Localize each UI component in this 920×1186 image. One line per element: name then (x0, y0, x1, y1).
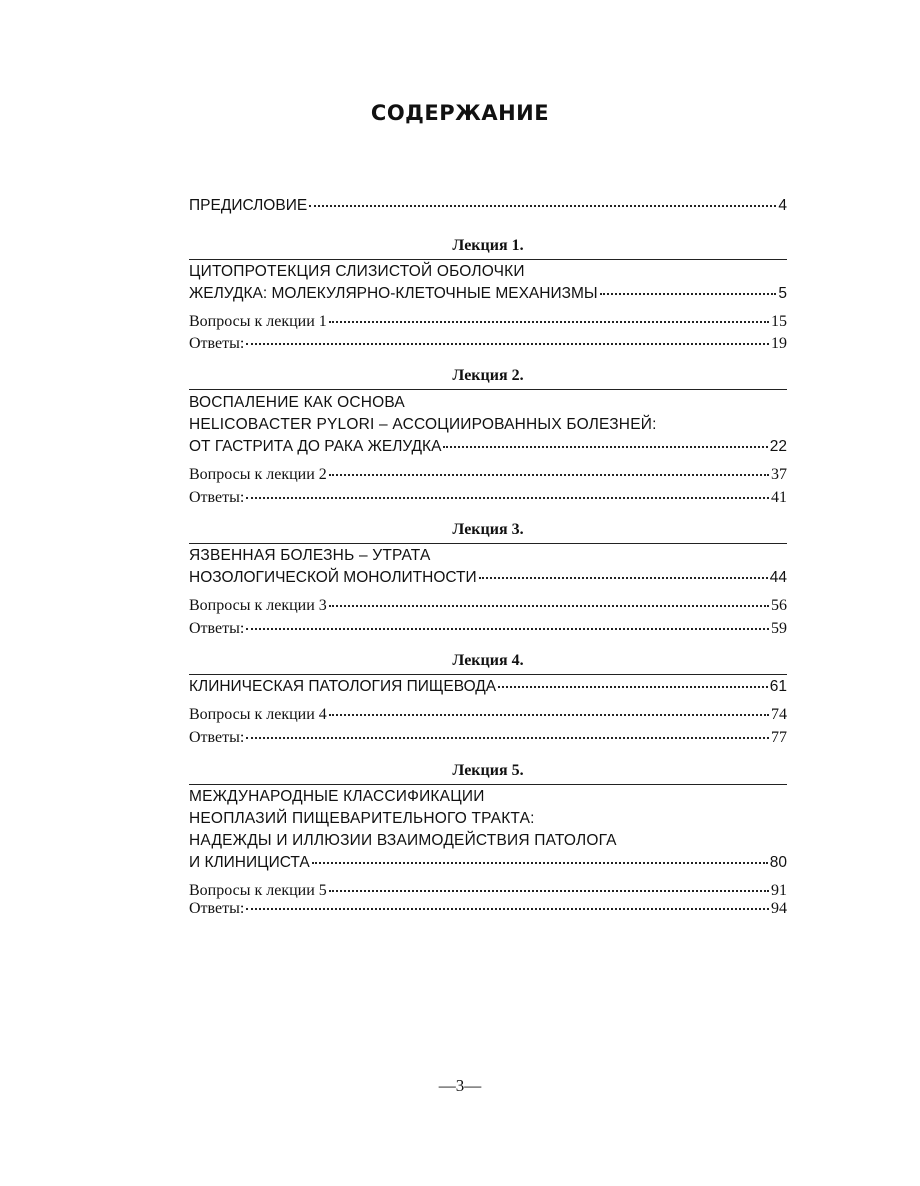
lecture-heading: Лекция 2. (452, 367, 524, 384)
entry-label: ПРЕДИСЛОВИЕ (189, 197, 308, 214)
lecture-title-line: ВОСПАЛЕНИЕ КАК ОСНОВА (189, 394, 405, 411)
entry-label: Ответы: (189, 335, 245, 352)
toc-entry-questions[interactable] (189, 705, 787, 725)
dot-leader (498, 685, 768, 688)
page-number: —3— (438, 1076, 482, 1095)
dot-leader (443, 445, 767, 448)
entry-page: 37 (771, 466, 787, 483)
entry-page: 74 (771, 706, 787, 723)
entry-label: Вопросы к лекции 4 (189, 706, 327, 723)
toc-entry-preface[interactable] (189, 196, 787, 216)
lecture-heading: Лекция 3. (452, 521, 524, 538)
divider (189, 784, 787, 785)
lecture-title-line: HELICOBACTER PYLORI – АССОЦИИРОВАННЫХ БОЛЕЗНЕЙ: (189, 416, 657, 433)
entry-label: Ответы: (189, 729, 245, 746)
dot-leader (309, 204, 776, 207)
entry-label: Ответы: (189, 489, 245, 506)
toc-entry-answers[interactable] (189, 488, 787, 508)
dot-leader (246, 496, 769, 499)
lecture-heading: Лекция 1. (452, 237, 524, 254)
page-title: СОДЕРЖАНИЕ (370, 101, 550, 125)
toc-entry-answers[interactable] (189, 899, 787, 919)
entry-page: 44 (769, 569, 787, 586)
toc-entry-questions[interactable] (189, 465, 787, 485)
divider (189, 389, 787, 390)
entry-page: 80 (769, 854, 787, 871)
lecture-title-line: ЯЗВЕННАЯ БОЛЕЗНЬ – УТРАТА (189, 547, 431, 564)
dot-leader (246, 342, 769, 345)
entry-label: Вопросы к лекции 5 (189, 882, 327, 899)
dot-leader (329, 889, 769, 892)
entry-label: И КЛИНИЦИСТА (189, 854, 310, 871)
dot-leader (600, 292, 777, 295)
toc-entry-lecture-title[interactable] (189, 284, 787, 304)
entry-page: 22 (769, 438, 787, 455)
entry-label: Вопросы к лекции 3 (189, 597, 327, 614)
toc-entry-questions[interactable] (189, 312, 787, 332)
entry-page: 41 (771, 489, 787, 506)
dot-leader (329, 713, 769, 716)
lecture-title-line: НАДЕЖДЫ И ИЛЛЮЗИИ ВЗАИМОДЕЙСТВИЯ ПАТОЛОГА (189, 832, 617, 849)
toc-entry-questions[interactable] (189, 596, 787, 616)
toc-entry-lecture-title[interactable] (189, 568, 787, 588)
entry-label: Ответы: (189, 900, 245, 917)
lecture-title-line: МЕЖДУНАРОДНЫЕ КЛАССИФИКАЦИИ (189, 788, 485, 805)
dot-leader (246, 627, 769, 630)
dot-leader (479, 576, 768, 579)
toc-entry-answers[interactable] (189, 334, 787, 354)
entry-page: 91 (771, 882, 787, 899)
entry-label: КЛИНИЧЕСКАЯ ПАТОЛОГИЯ ПИЩЕВОДА (189, 678, 497, 695)
entry-page: 56 (771, 597, 787, 614)
divider (189, 674, 787, 675)
divider (189, 543, 787, 544)
entry-page: 59 (771, 620, 787, 637)
toc-entry-lecture-title[interactable] (189, 853, 787, 873)
entry-page: 94 (771, 900, 787, 917)
dot-leader (329, 473, 769, 476)
entry-label: Ответы: (189, 620, 245, 637)
dot-leader (246, 907, 769, 910)
divider (189, 259, 787, 260)
dot-leader (312, 861, 768, 864)
entry-label: Вопросы к лекции 1 (189, 313, 327, 330)
lecture-heading: Лекция 4. (452, 652, 524, 669)
entry-page: 15 (771, 313, 787, 330)
toc-entry-questions[interactable] (189, 881, 787, 901)
dot-leader (246, 736, 769, 739)
dot-leader (329, 320, 769, 323)
entry-label: НОЗОЛОГИЧЕСКОЙ МОНОЛИТНОСТИ (189, 569, 477, 586)
entry-page: 61 (769, 678, 787, 695)
lecture-heading: Лекция 5. (452, 762, 524, 779)
toc-entry-answers[interactable] (189, 728, 787, 748)
entry-label: ЖЕЛУДКА: МОЛЕКУЛЯРНО-КЛЕТОЧНЫЕ МЕХАНИЗМЫ (189, 285, 598, 302)
entry-page: 4 (778, 197, 787, 214)
entry-page: 5 (778, 285, 787, 302)
toc-entry-answers[interactable] (189, 619, 787, 639)
lecture-title-line: НЕОПЛАЗИЙ ПИЩЕВАРИТЕЛЬНОГО ТРАКТА: (189, 810, 535, 827)
toc-entry-lecture-title[interactable] (189, 437, 787, 457)
entry-page: 77 (771, 729, 787, 746)
entry-label: Вопросы к лекции 2 (189, 466, 327, 483)
toc-entry-lecture-title[interactable] (189, 677, 787, 697)
entry-page: 19 (771, 335, 787, 352)
entry-label: ОТ ГАСТРИТА ДО РАКА ЖЕЛУДКА (189, 438, 442, 455)
dot-leader (329, 604, 769, 607)
lecture-title-line: ЦИТОПРОТЕКЦИЯ СЛИЗИСТОЙ ОБОЛОЧКИ (189, 263, 525, 280)
